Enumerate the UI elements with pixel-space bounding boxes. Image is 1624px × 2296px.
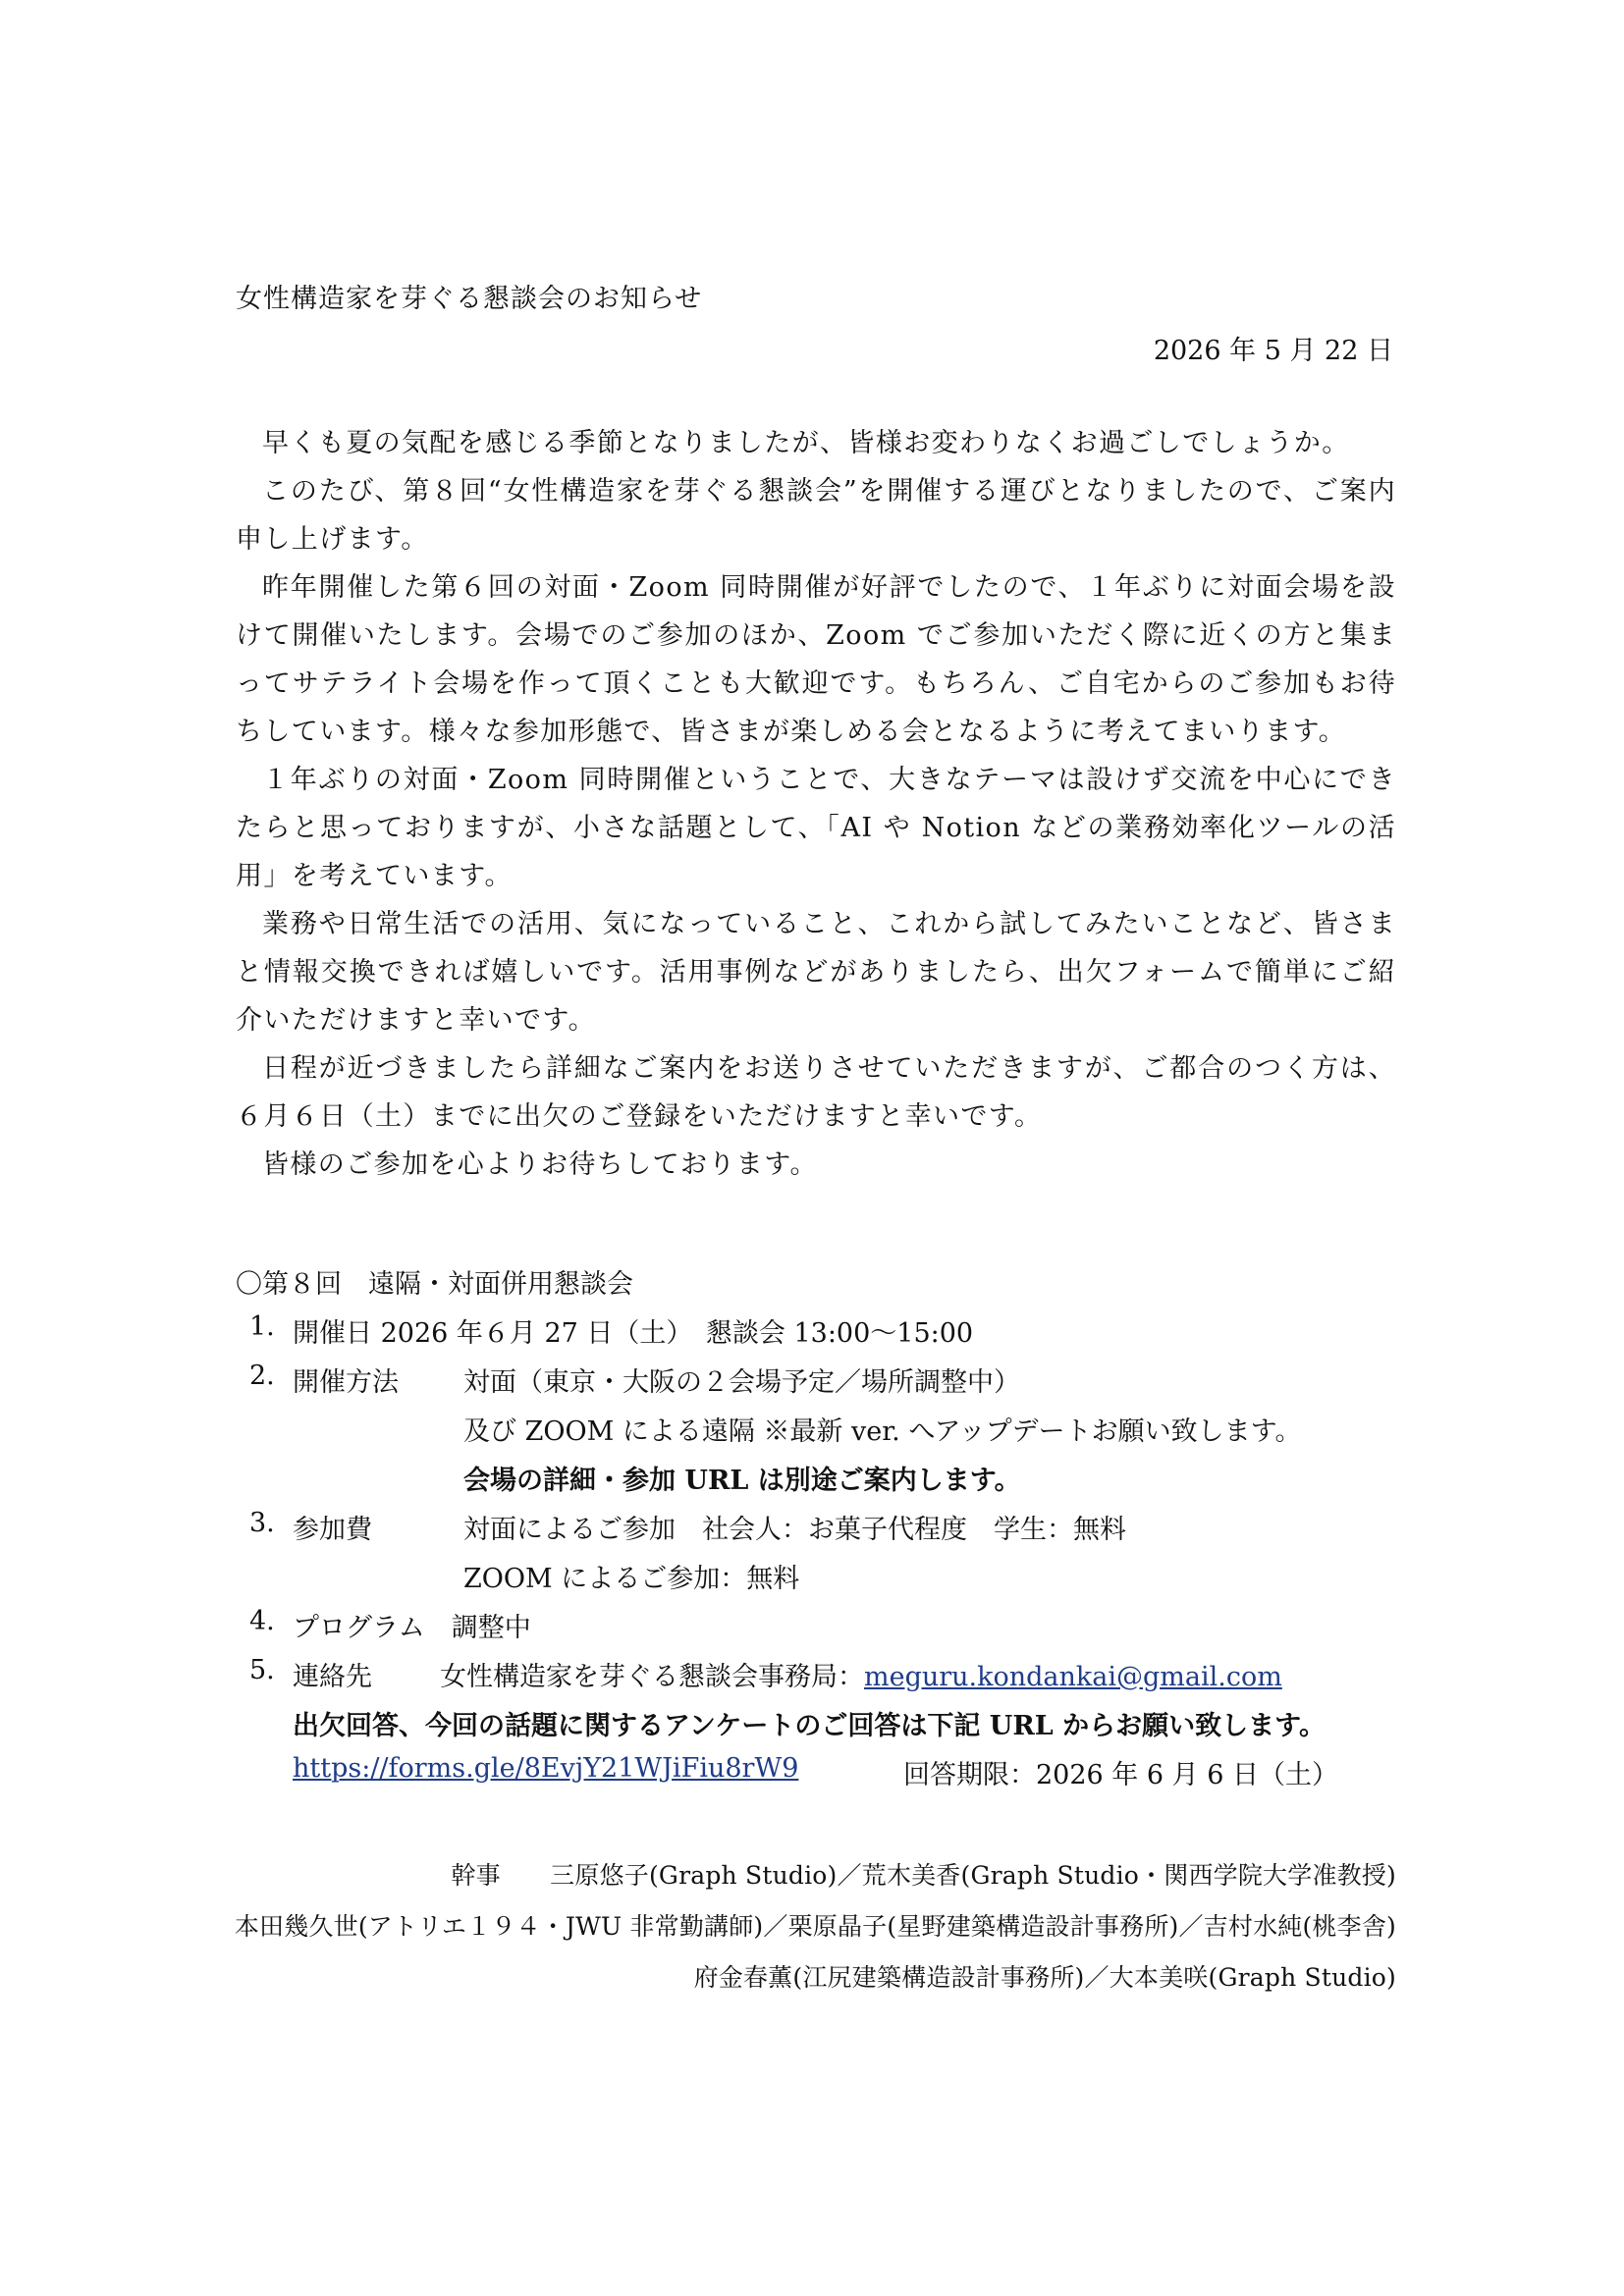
- contact-office-text: 女性構造家を芽ぐる懇談会事務局：: [440, 1662, 864, 1692]
- paragraph-registration: 日程が近づきましたら詳細なご案内をお送りさせていただきますが、ご都合のつく方は、６月６日（土）までに出欠のご登録をいただけますと幸いです。: [236, 1053, 1396, 1132]
- event-heading: 〇第８回 遠隔・対面併用懇談会: [236, 1269, 633, 1300]
- contact-email-link[interactable]: meguru.kondankai@gmail.com: [864, 1662, 1282, 1692]
- item-method-line1: 対面（東京・大阪の２会場予定／場所調整中）: [463, 1367, 1020, 1398]
- item-method-line3: 会場の詳細・参加 URL は別途ご案内します。: [463, 1466, 1021, 1496]
- contact-office: [440, 1655, 1282, 1693]
- item-program-text: プログラム 調整中: [293, 1613, 531, 1643]
- item-number: 2.: [249, 1361, 275, 1391]
- paragraph-greeting: 早くも夏の気配を感じる季節となりましたが、皆様お変わりなくお過ごしでしょうか。: [262, 428, 1350, 458]
- item-fee-line1: 対面によるご参加 社会人：お菓子代程度 学生：無料: [463, 1515, 1126, 1545]
- item-method-label: 開催方法: [293, 1367, 399, 1398]
- paragraph-exchange: 業務や日常生活での活用、気になっていること、これから試してみたいことなど、皆さまと情報交換できれば嬉しいです。活用事例などがありましたら、出欠フォームで簡単にご紹介いただけますと幸いです。: [236, 909, 1396, 1036]
- response-deadline: 回答期限：2026 年 6 月 6 日（土）: [903, 1760, 1338, 1790]
- contact-notice: 出欠回答、今回の話題に関するアンケートのご回答は下記 URL からお願い致します。: [293, 1711, 1326, 1741]
- document-date: 2026 年 5 月 22 日: [1153, 336, 1393, 366]
- form-url-link[interactable]: https://forms.gle/8EvjY21WJiFiu8rW9: [293, 1753, 799, 1784]
- organizers-line: 本田幾久世(アトリエ１９４・JWU 非常勤講師)／栗原晶子(星野建築構造設計事務所)／吉村水純(桃李舎): [234, 1912, 1396, 1941]
- item-number: 5.: [249, 1655, 275, 1685]
- paragraph-closing: 皆様のご参加を心よりお待ちしております。: [262, 1149, 818, 1180]
- item-number: 1.: [249, 1311, 275, 1342]
- item-method-line2: 及び ZOOM による遠隔 ※最新 ver. へアップデートお願い致します。: [463, 1416, 1302, 1447]
- item-number: 4.: [249, 1606, 275, 1636]
- item-contact-label: 連絡先: [293, 1662, 372, 1692]
- paragraph-topic: １年ぶりの対面・Zoom 同時開催ということで、大きなテーマは設けず交流を中心にできたらと思っておりますが、小さな話題として、「AI や Notion などの業務効率化ツールの活用」を考えています。: [236, 765, 1396, 891]
- item-fee-label: 参加費: [293, 1515, 372, 1545]
- paragraph-announcement: このたび、第８回“女性構造家を芽ぐる懇談会”を開催する運びとなりましたので、ご案内申し上げます。: [236, 476, 1396, 555]
- letter-body: [236, 419, 1396, 1189]
- item-number: 3.: [249, 1508, 275, 1538]
- document-title: 女性構造家を芽ぐる懇談会のお知らせ: [236, 284, 703, 314]
- organizers-block: [218, 1850, 1396, 2003]
- organizers-line: 府金春薫(江尻建築構造設計事務所)／大本美咲(Graph Studio): [693, 1963, 1396, 1992]
- organizers-line: 幹事 三原悠子(Graph Studio)／荒木美香(Graph Studio・関西学院大学准教授): [451, 1861, 1396, 1890]
- paragraph-format: 昨年開催した第６回の対面・Zoom 同時開催が好評でしたので、１年ぶりに対面会場を設けて開催いたします。会場でのご参加のほか、Zoom でご参加いただく際に近くの方と集まってサテライト会場を作って頂くことも大歓迎です。もちろん、ご自宅からのご参加もお待ちしています。様々な参加形態で、皆さまが楽しめる会となるように考えてまいります。: [236, 572, 1396, 747]
- item-date-text: 開催日 2026 年６月 27 日（土） 懇談会 13:00～15:00: [293, 1318, 974, 1349]
- item-fee-line2: ZOOM によるご参加：無料: [463, 1564, 800, 1594]
